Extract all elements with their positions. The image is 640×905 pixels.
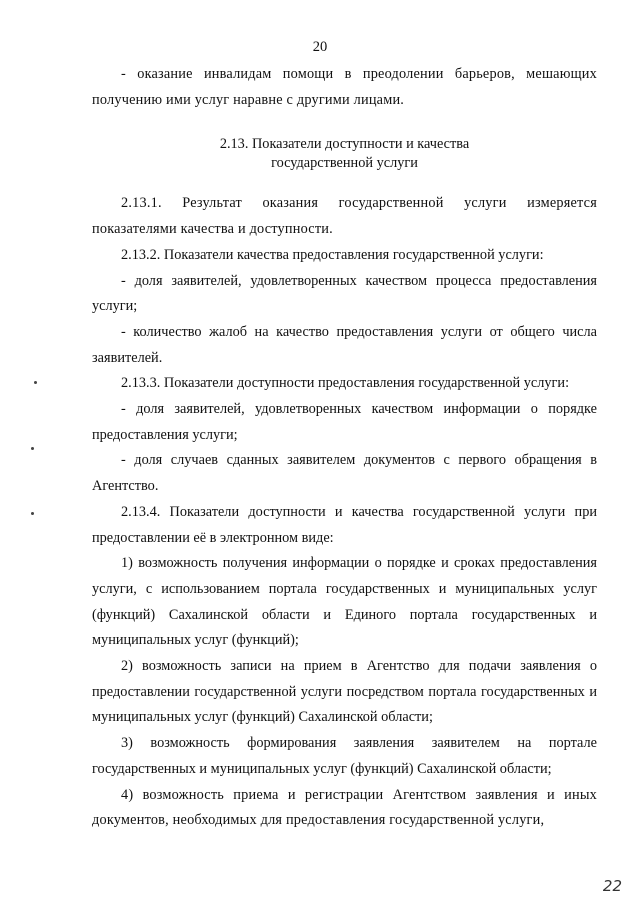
list-item-3: 3) возможность формирования заявления заявителем на портале государственных и муниципальных услуг (функций) Сахалинской области; (92, 735, 597, 777)
section-heading (92, 135, 597, 173)
page-number: 20 (312, 39, 328, 55)
paragraph-2-13-2: 2.13.2. Показатели качества предоставления государственной услуги: (121, 246, 544, 263)
list-item-1: 1) возможность получения информации о порядке и сроках предоставления услуги, с использованием портала государственных и муниципальных услуг (функций) Сахалинской области и Единого портала государственных и муниципальных услуг (функций); (92, 555, 597, 649)
handwritten-page-mark: 22 (602, 877, 622, 895)
paragraph-2-13-3-b: - доля случаев сданных заявителем документов с первого обращения в Агентство. (92, 452, 597, 495)
paragraph-2-13-3: 2.13.3. Показатели доступности предоставления государственной услуги: (121, 375, 570, 392)
scan-speck (31, 447, 34, 450)
paragraph-2-13-2-b: - количество жалоб на качество предоставления услуги от общего числа заявителей. (92, 323, 597, 366)
paragraph-2-13-1: 2.13.1. Результат оказания государственной услуги измеряется показателями качества и доступности. (92, 195, 597, 238)
paragraph-2-13-4: 2.13.4. Показатели доступности и качества государственной услуги при предоставлении её в электронном виде: (92, 503, 597, 546)
list-item-4: 4) возможность приема и регистрации Агентством заявления и иных документов, необходимых для предоставления государственной услуги, (92, 786, 597, 829)
section-heading-line-1: 2.13. Показатели доступности и качества (219, 136, 470, 153)
document-body (92, 62, 597, 834)
paragraph-2-13-3-a: - доля заявителей, удовлетворенных качеством информации о порядке предоставления услуги; (92, 401, 597, 443)
paragraph-2-13-2-a: - доля заявителей, удовлетворенных качеством процесса предоставления услуги; (92, 272, 597, 315)
list-item-2: 2) возможность записи на прием в Агентство для подачи заявления о предоставлении государственной услуги посредством портала государственных и муниципальных услуг (функций) Сахалинской области; (92, 658, 597, 726)
paragraph-intro: - оказание инвалидам помощи в преодолении барьеров, мешающих получению ими услуг наравне с другими лицами. (92, 66, 597, 108)
section-heading-line-2: государственной услуги (271, 155, 418, 172)
scan-speck (34, 381, 37, 384)
scan-speck (31, 512, 34, 515)
